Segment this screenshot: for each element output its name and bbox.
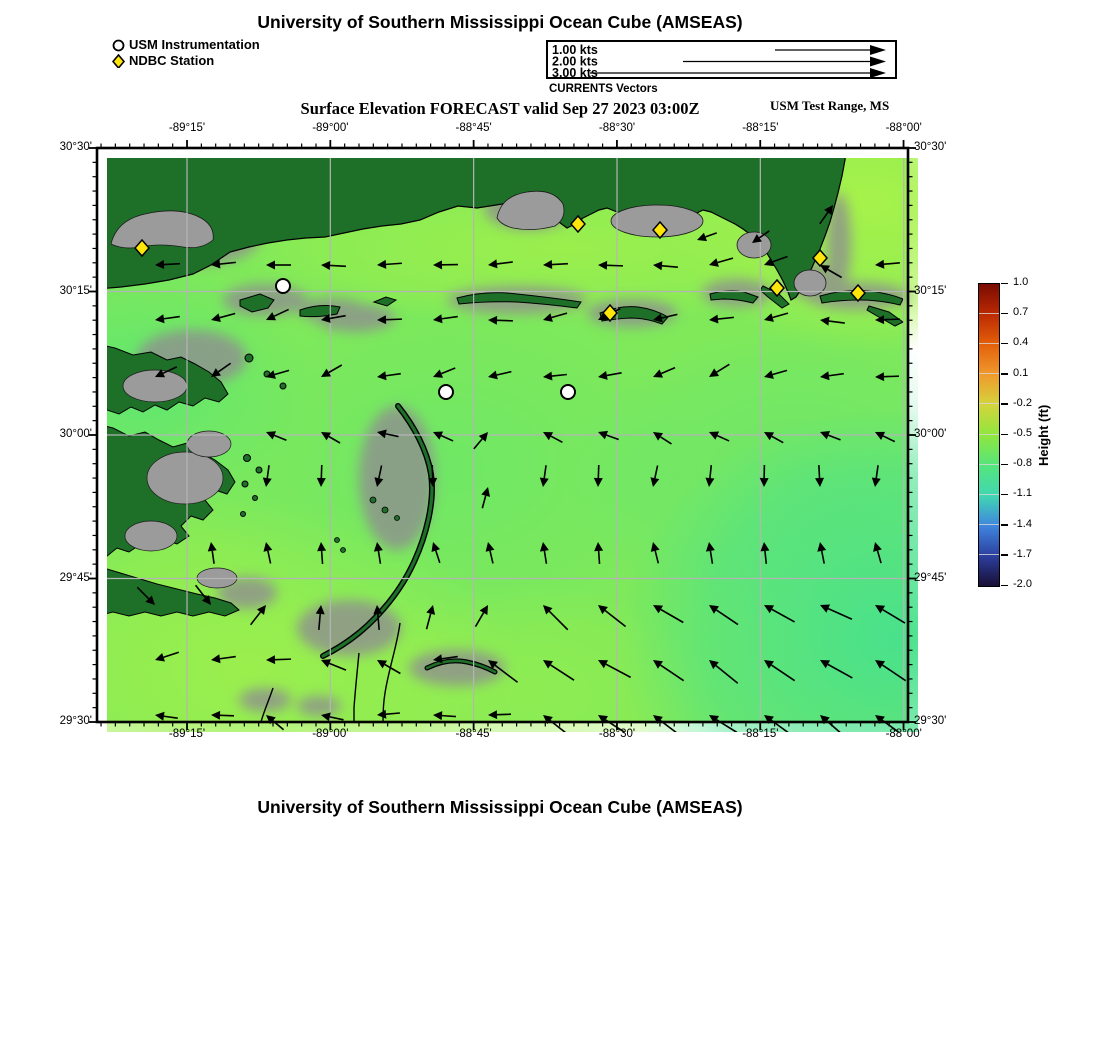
x-axis-label-bottom: -88°15' bbox=[742, 728, 779, 740]
x-axis-label-top: -88°15' bbox=[742, 122, 779, 134]
forecast-map bbox=[87, 138, 918, 732]
region-label: USM Test Range, MS bbox=[770, 98, 890, 113]
colorbar-separator bbox=[979, 403, 999, 404]
x-axis-label-bottom: -89°15' bbox=[168, 728, 206, 740]
y-axis-label-left: 29°45' bbox=[59, 571, 92, 584]
legend-item-ndbc bbox=[112, 53, 214, 68]
colorbar-tick bbox=[1001, 434, 1008, 436]
y-axis-label-left: 30°15' bbox=[59, 284, 92, 297]
colorbar-tick bbox=[1001, 283, 1008, 285]
colorbar-tick bbox=[1001, 524, 1008, 526]
scale-speed-label: 1.00 kts bbox=[552, 43, 598, 57]
colorbar-tick bbox=[1001, 464, 1008, 466]
usm-station-marker bbox=[276, 279, 290, 293]
plot-subtitle: Surface Elevation FORECAST valid Sep 27 2023 03:00Z bbox=[300, 99, 700, 118]
colorbar-tick-label: -0.2 bbox=[1013, 396, 1032, 409]
colorbar-separator bbox=[979, 554, 999, 555]
colorbar-tick bbox=[1001, 554, 1008, 556]
colorbar-title: Height (ft) bbox=[1036, 404, 1051, 466]
colorbar-tick-label: 1.0 bbox=[1013, 276, 1029, 288]
colorbar-tick bbox=[1001, 343, 1008, 345]
y-axis-label-right: 30°30' bbox=[914, 141, 947, 153]
scale-speed-label: 2.00 kts bbox=[552, 54, 598, 69]
colorbar-tick-label: -2.0 bbox=[1013, 578, 1032, 590]
bottom-title: University of Southern Mississippi Ocean Cube (AMSEAS) bbox=[257, 797, 743, 817]
x-axis-label-bottom: -88°45' bbox=[455, 728, 492, 740]
scale-speed-label: 3.00 kts bbox=[552, 66, 598, 77]
page-title: University of Southern Mississippi Ocean Cube (AMSEAS) bbox=[257, 12, 743, 32]
x-axis-label-top: -88°45' bbox=[455, 122, 492, 134]
colorbar-separator bbox=[979, 313, 999, 314]
diamond-marker-icon bbox=[112, 54, 125, 68]
y-axis-label-left: 30°30' bbox=[59, 141, 92, 153]
y-axis-label-right: 30°15' bbox=[914, 284, 947, 297]
colorbar-separator bbox=[979, 434, 999, 435]
colorbar-separator bbox=[979, 464, 999, 465]
colorbar-tick-label: -1.7 bbox=[1013, 547, 1032, 560]
x-axis-label-bottom: -89°00' bbox=[312, 728, 349, 740]
y-axis-label-right: 30°00' bbox=[914, 428, 947, 440]
currents-scale-caption: CURRENTS Vectors bbox=[549, 83, 658, 95]
colorbar-tick-label: 0.1 bbox=[1013, 366, 1029, 379]
legend-label: NDBC Station bbox=[129, 53, 215, 68]
colorbar bbox=[978, 283, 1000, 587]
colorbar-tick bbox=[1001, 494, 1008, 496]
map-canvas bbox=[87, 138, 918, 732]
colorbar-separator bbox=[979, 494, 999, 495]
colorbar-tick-label: 0.4 bbox=[1013, 336, 1029, 349]
colorbar-tick bbox=[1001, 403, 1008, 405]
colorbar-tick-label: -0.5 bbox=[1013, 427, 1032, 439]
x-axis-label-bottom: -88°30' bbox=[598, 728, 636, 740]
circle-marker-icon bbox=[112, 38, 125, 52]
colorbar-tick-label: -1.4 bbox=[1013, 517, 1032, 530]
colorbar-tick bbox=[1001, 313, 1008, 315]
x-axis-label-top: -88°30' bbox=[598, 122, 636, 134]
colorbar-tick-label: 0.7 bbox=[1013, 306, 1029, 319]
x-axis-label-bottom: -88°00' bbox=[885, 728, 922, 740]
x-axis-label-top: -88°00' bbox=[885, 122, 922, 134]
colorbar-tick bbox=[1001, 585, 1008, 587]
colorbar-separator bbox=[979, 343, 999, 344]
y-axis-label-right: 29°45' bbox=[914, 571, 947, 584]
legend-label: USM Instrumentation bbox=[129, 37, 260, 52]
y-axis-label-left: 29°30' bbox=[59, 715, 92, 727]
colorbar-separator bbox=[979, 524, 999, 525]
currents-scale-box bbox=[546, 40, 897, 79]
colorbar-tick bbox=[1001, 373, 1008, 375]
colorbar-tick-label: -0.8 bbox=[1013, 457, 1032, 470]
x-axis-label-top: -89°00' bbox=[312, 122, 349, 134]
y-axis-label-left: 30°00' bbox=[59, 428, 92, 440]
colorbar-separator bbox=[979, 373, 999, 374]
currents-scale-arrows bbox=[548, 42, 895, 77]
colorbar-tick-label: -1.1 bbox=[1013, 487, 1032, 500]
legend-item-usm bbox=[112, 37, 260, 52]
usm-station-marker bbox=[561, 385, 575, 399]
usm-station-marker bbox=[439, 385, 453, 399]
y-axis-label-right: 29°30' bbox=[914, 715, 947, 727]
x-axis-label-top: -89°15' bbox=[168, 122, 206, 134]
